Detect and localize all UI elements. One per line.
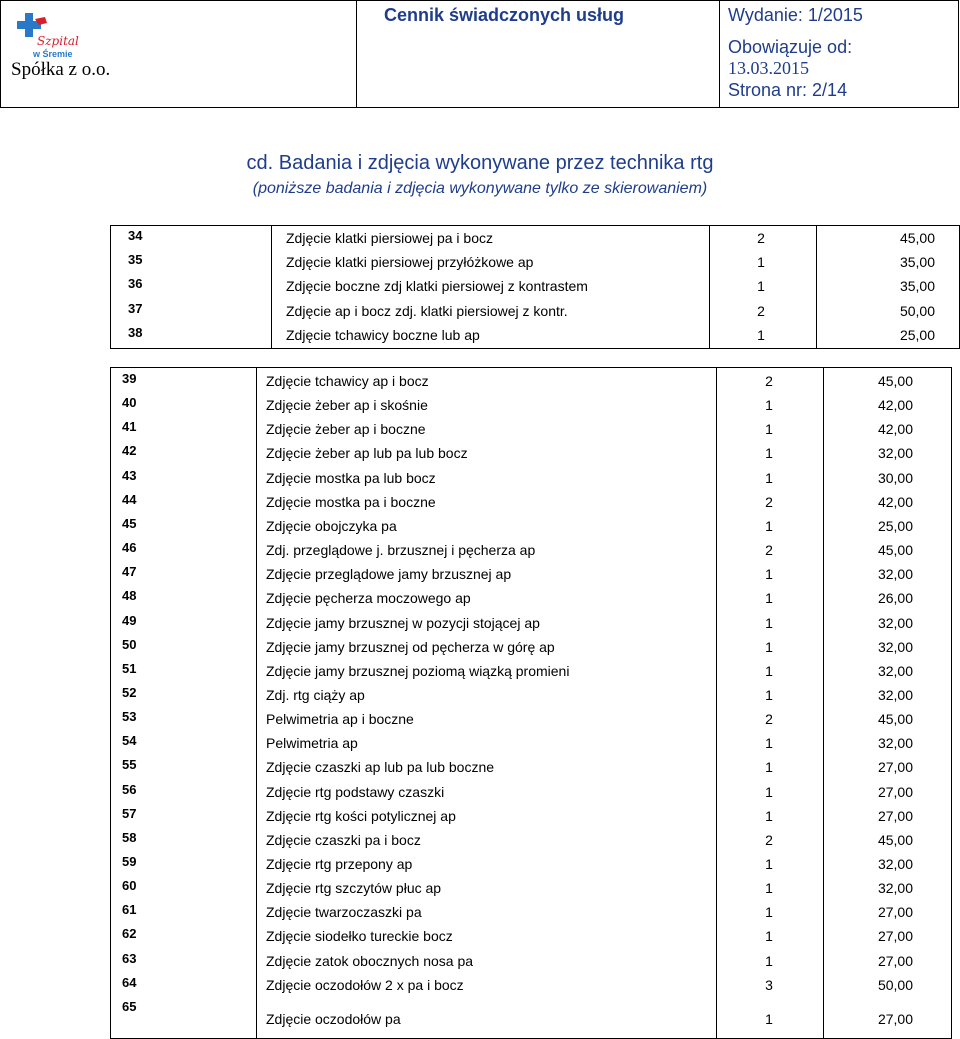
organization-name: Spółka z o.o. — [11, 59, 111, 80]
service-name: Pelwimetria ap i boczne — [266, 711, 414, 728]
quantity: 2 — [765, 373, 773, 389]
price: 32,00 — [877, 566, 913, 583]
price: 32,00 — [877, 880, 913, 897]
row-number: 35 — [128, 252, 143, 268]
price: 32,00 — [877, 614, 913, 631]
price: 32,00 — [877, 735, 913, 752]
service-name: Zdjęcie czaszki ap lub pa lub boczne — [266, 759, 495, 776]
document-header — [0, 0, 959, 108]
price: 50,00 — [877, 976, 913, 993]
quantity: 1 — [765, 952, 773, 969]
quantity: 1 — [765, 928, 773, 945]
service-name: Zdjęcie mostka pa i boczne — [266, 493, 436, 510]
quantity: 1 — [765, 566, 773, 583]
service-name: Zdjęcie tchawicy ap i bocz — [266, 373, 429, 389]
price: 45,00 — [899, 230, 935, 246]
row-number: 60 — [122, 878, 137, 894]
quantity: 1 — [765, 469, 773, 486]
quantity: 3 — [765, 976, 773, 993]
row-number: 48 — [122, 588, 137, 604]
price: 30,00 — [877, 469, 913, 486]
table-row — [111, 542, 951, 566]
service-name: Zdjęcie rtg szczytów płuc ap — [266, 880, 442, 897]
price: 42,00 — [877, 493, 913, 510]
quantity: 1 — [765, 1010, 773, 1027]
row-number: 36 — [128, 276, 143, 292]
row-number: 58 — [122, 829, 137, 845]
service-name: Zdjęcie żeber ap i boczne — [266, 421, 426, 438]
table-row — [111, 278, 959, 302]
price: 35,00 — [899, 254, 935, 271]
price: 27,00 — [877, 1010, 913, 1027]
table-row — [111, 829, 951, 856]
row-number: 43 — [122, 467, 137, 483]
quantity: 1 — [765, 759, 773, 776]
price: 50,00 — [899, 302, 935, 319]
service-name: Zdjęcie czaszki pa i bocz — [266, 831, 421, 848]
row-number: 54 — [122, 733, 137, 749]
price: 45,00 — [877, 542, 913, 559]
table-row — [111, 856, 951, 880]
price: 26,00 — [877, 590, 913, 607]
page-number: Strona nr: 2/14 — [728, 80, 848, 100]
price: 45,00 — [877, 373, 913, 389]
row-number: 46 — [122, 540, 137, 556]
quantity: 1 — [765, 397, 773, 414]
service-name: Zdjęcie ap i bocz zdj. klatki piersiowej z kontr. — [286, 302, 568, 319]
table-row — [111, 928, 951, 952]
header-meta-cell — [720, 1, 958, 107]
row-number: 49 — [122, 612, 137, 628]
service-name: Zdjęcie oczodołów 2 x pa i bocz — [266, 976, 464, 993]
price: 35,00 — [899, 278, 935, 295]
service-name: Zdjęcie zatok obocznych nosa pa — [266, 952, 474, 969]
row-number: 56 — [122, 781, 137, 797]
table-row — [111, 880, 951, 904]
quantity: 2 — [765, 711, 773, 728]
quantity: 1 — [765, 686, 773, 703]
table-row — [111, 950, 951, 977]
table-row — [111, 254, 959, 278]
row-number: 50 — [122, 636, 137, 652]
table-row — [111, 805, 951, 832]
price: 25,00 — [899, 326, 935, 343]
row-number: 57 — [122, 805, 137, 821]
price: 27,00 — [877, 783, 913, 800]
header-title-cell — [356, 1, 720, 107]
service-name: Zdjęcie boczne zdj klatki piersiowej z kontrastem — [286, 278, 588, 295]
price: 27,00 — [877, 759, 913, 776]
service-name: Zdj. przeglądowe j. brzusznej i pęcherza ap — [266, 542, 536, 559]
section-subtitle: (poniższe badania i zdjęcia wykonywane tylko ze skierowaniem) — [252, 180, 708, 197]
quantity: 1 — [757, 278, 765, 295]
price: 32,00 — [877, 686, 913, 703]
price: 27,00 — [877, 928, 913, 945]
service-name: Zdjęcie jamy brzusznej poziomą wiązką promieni — [266, 662, 570, 679]
table-row — [111, 684, 951, 711]
row-number: 61 — [122, 902, 137, 918]
valid-from-date: 13.03.2015 — [728, 58, 809, 78]
table-row — [111, 998, 951, 1027]
table-row — [111, 230, 959, 254]
quantity: 1 — [765, 856, 773, 872]
table-row — [111, 711, 951, 735]
service-name: Zdjęcie rtg przepony ap — [266, 856, 413, 872]
table-row — [111, 566, 951, 590]
price: 25,00 — [877, 517, 913, 534]
service-name: Zdjęcie żeber ap i skośnie — [266, 397, 428, 414]
row-number: 55 — [122, 757, 137, 773]
quantity: 1 — [765, 735, 773, 752]
svg-text:w Śremie: w Śremie — [33, 49, 73, 59]
quantity: 2 — [765, 542, 773, 559]
table-row — [111, 445, 951, 469]
row-number: 64 — [122, 974, 137, 990]
header-org-cell — [1, 1, 357, 107]
price: 32,00 — [877, 662, 913, 679]
table-row — [111, 373, 951, 397]
service-name: Zdjęcie przeglądowe jamy brzusznej ap — [266, 566, 512, 583]
price: 32,00 — [877, 638, 913, 655]
row-number: 44 — [122, 491, 137, 507]
service-name: Pelwimetria ap — [266, 735, 358, 752]
service-name: Zdjęcie pęcherza moczowego ap — [266, 590, 471, 607]
service-name: Zdjęcie twarzoczaszki pa — [266, 904, 422, 921]
quantity: 1 — [757, 254, 765, 271]
service-name: Zdjęcie jamy brzusznej w pozycji stojącej ap — [266, 614, 540, 631]
price: 32,00 — [877, 445, 913, 462]
table-row — [111, 759, 951, 783]
table-row — [111, 735, 951, 759]
quantity: 1 — [765, 638, 773, 655]
price: 45,00 — [877, 711, 913, 728]
quantity: 2 — [765, 831, 773, 848]
price: 27,00 — [877, 904, 913, 921]
row-number: 47 — [122, 564, 137, 580]
table-row — [111, 300, 959, 327]
quantity: 1 — [765, 590, 773, 607]
price: 32,00 — [877, 856, 913, 872]
row-number: 59 — [122, 854, 137, 869]
quantity: 1 — [765, 662, 773, 679]
quantity: 1 — [765, 614, 773, 631]
table-row — [111, 781, 951, 808]
table-row — [111, 904, 951, 928]
document-title: Cennik świadczonych usług — [384, 5, 625, 25]
quantity: 1 — [765, 445, 773, 462]
price-table-2 — [110, 367, 952, 1039]
row-number: 63 — [122, 950, 137, 966]
quantity: 1 — [765, 904, 773, 921]
table-row — [111, 324, 959, 351]
price-table-1 — [110, 225, 960, 349]
quantity: 2 — [757, 302, 765, 319]
quantity: 2 — [757, 230, 765, 246]
quantity: 1 — [765, 421, 773, 438]
row-number: 37 — [128, 300, 143, 316]
row-number: 51 — [122, 660, 137, 676]
table-row — [111, 974, 951, 1001]
valid-from-label: Obowiązuje od: — [728, 37, 853, 57]
service-name: Zdjęcie oczodołów pa — [266, 1010, 401, 1027]
service-name: Zdjęcie żeber ap lub pa lub bocz — [266, 445, 468, 462]
service-name: Zdjęcie tchawicy boczne lub ap — [286, 326, 480, 343]
row-number: 65 — [122, 998, 137, 1014]
quantity: 1 — [765, 517, 773, 534]
price: 42,00 — [877, 397, 913, 414]
table-row — [111, 397, 951, 421]
table-row — [111, 515, 951, 542]
svg-text:Szpital: Szpital — [37, 34, 79, 48]
quantity: 1 — [765, 783, 773, 800]
quantity: 1 — [765, 880, 773, 897]
row-number: 42 — [122, 443, 137, 459]
row-number: 40 — [122, 395, 137, 411]
table-row — [111, 491, 951, 518]
service-name: Zdjęcie klatki piersiowej przyłóżkowe ap — [286, 254, 534, 271]
service-name: Zdjęcie obojczyka pa — [266, 517, 397, 534]
service-name: Zdj. rtg ciąży ap — [266, 686, 365, 703]
table-row — [111, 612, 951, 639]
row-number: 45 — [122, 515, 137, 531]
service-name: Zdjęcie jamy brzusznej od pęcherza w górę ap — [266, 638, 555, 655]
table-row — [111, 660, 951, 687]
price: 27,00 — [877, 807, 913, 824]
row-number: 41 — [122, 419, 137, 435]
section-title: cd. Badania i zdjęcia wykonywane przez technika rtg — [246, 152, 714, 174]
edition-label: Wydanie: 1/2015 — [728, 5, 863, 25]
row-number: 34 — [128, 228, 143, 243]
service-name: Zdjęcie rtg kości potylicznej ap — [266, 807, 456, 824]
quantity: 1 — [765, 807, 773, 824]
service-name: Zdjęcie mostka pa lub bocz — [266, 469, 436, 486]
row-number: 62 — [122, 926, 137, 942]
row-number: 53 — [122, 709, 137, 725]
table-row — [111, 421, 951, 445]
row-number: 39 — [122, 371, 137, 386]
price: 27,00 — [877, 952, 913, 969]
hospital-logo — [11, 7, 79, 59]
service-name: Zdjęcie klatki piersiowej pa i bocz — [286, 230, 493, 246]
service-name: Zdjęcie rtg podstawy czaszki — [266, 783, 445, 800]
service-name: Zdjęcie siodełko tureckie bocz — [266, 928, 453, 945]
table-row — [111, 636, 951, 663]
row-number: 38 — [128, 324, 143, 340]
table-row — [111, 467, 951, 494]
quantity: 2 — [765, 493, 773, 510]
quantity: 1 — [757, 326, 765, 343]
price: 42,00 — [877, 421, 913, 438]
table-row — [111, 590, 951, 614]
price: 45,00 — [877, 831, 913, 848]
row-number: 52 — [122, 684, 137, 700]
